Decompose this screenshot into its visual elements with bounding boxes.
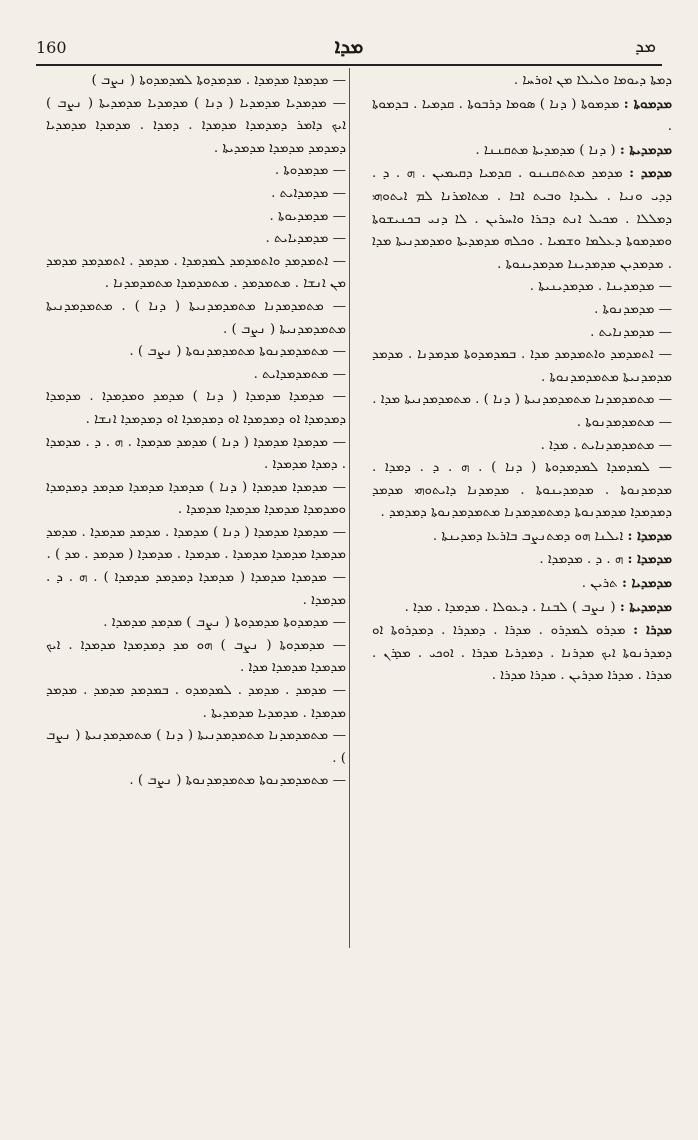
page-number: 160	[36, 38, 67, 57]
entry-text: — ܡܕܡܕܐ ܡܕܡܕܐ ( ܕܢܐ ) ܡܕܡܕ ܘܡܕܡܕܐ . ܡܕܡܕܐ ܕܡܕܡܕܐ ܐܘ ܕܡܕܡܕܐ ܐܘ ܕܡܕܡܕܐ ܐܘ ܕܡܕܡܕܐ ܐܢܫܐ .	[46, 389, 346, 427]
entry-text: ܗ . ܕ . ܡܕܡܕܐ .	[539, 552, 624, 568]
entry-text: — ܡܕܡܕܐ ܡܕܡܕܐ ( ܡܕܡܕܐ ܕܡܕܡܕ ܡܕܡܕܐ ) . ܗ . ܕ . ܡܕܡܕܐ .	[46, 570, 346, 608]
dictionary-entry	[372, 299, 672, 322]
entry-text: — ܡܕܡܕܐ ܡܕܡܕܐ . ܡܕܡܕܘܬܐ ܠܡܕܡܕܘܬܐ ( ܢܨܒ )	[91, 73, 346, 88]
entry-headword: ܡܕܡܕܐ :	[627, 527, 672, 544]
dictionary-entry	[46, 386, 346, 431]
entry-headword: ܡܕܡܕܐ :	[627, 551, 672, 568]
entry-text: — ܡܬܡܕܡܕܢܐ ܡܬܡܕܡܕܢܝܬܐ ( ܕܢܐ ) ܡܬܡܕܡܕܢܝܬܐ ( ܢܨܒ ) .	[46, 728, 346, 766]
entry-text: ( ܕܢܐ ) ܡܕܡܕܝܬܐ ܡܬܩܢܢܐ .	[475, 142, 616, 158]
dictionary-entry	[46, 228, 346, 251]
entry-text: — ܡܕܡܕܐ ܡܕܡܕܐ ( ܕܢܐ ) ܡܕܡܕܐ . ܡܕܡܕ ܡܕܡܕܐ . ܡܕܡܕ ܡܕܡܕܐ ܡܕܡܕܐ ܡܕܡܕܐ . ܡܕܡܕܐ . ܡܕܡܕܐ ( ܡܕܡܕ . ܡܕ ) .	[46, 524, 346, 563]
dictionary-entry	[372, 457, 672, 525]
entry-text: — ܡܕܡܕܢܘܬܐ .	[594, 301, 672, 317]
dictionary-entry	[372, 139, 672, 163]
header-rule	[36, 64, 662, 66]
right-column	[372, 70, 672, 688]
entry-text: — ܡܕܡܕܝܘܬܐ .	[269, 208, 346, 224]
dictionary-entry	[46, 522, 346, 567]
entry-headword: ܡܕܡܕܝܬܐ :	[619, 598, 672, 615]
dictionary-entry	[372, 619, 672, 688]
dictionary-entry	[372, 548, 672, 572]
entry-text: ܐܝܠܢܐ ܗܘ ܕܡܬܢܨܒ ܒܐܪܥܐ ܕܡܕܝܢܬܐ .	[432, 528, 624, 544]
entry-headword: ܡܕܡܘܬܐ :	[623, 95, 672, 112]
left-column	[46, 70, 346, 793]
dictionary-entry	[372, 389, 672, 412]
dictionary-entry	[46, 432, 346, 477]
entry-text: — ܡܕܡܕܐ ܡܕܡܕܐ ( ܕܢܐ ) ܡܕܡܕܐ ܡܕܡܕܐ ܡܕܡܕ ܕܡܕܡܕܐ ܘܡܕܡܕܐ ܡܕܡܕܐ ܡܕܡܕܐ ܡܕܡܕܐ .	[46, 479, 346, 518]
dictionary-entry	[372, 322, 672, 345]
entry-text: — ܡܬܡܕܡܕܢܘܬܐ ܡܬܡܕܡܕܢܘܬܐ ( ܢܨܒ ) .	[129, 344, 346, 360]
entry-text: ( ܢܨܒ ) ܠܒܢܐ . ܕܥܘܠܐ . ܡܕܡܕܐ . ܡܕܐ .	[404, 599, 616, 615]
dictionary-entry	[46, 206, 346, 229]
dictionary-entry	[46, 251, 346, 296]
dictionary-entry	[372, 572, 672, 596]
dictionary-entry	[46, 725, 346, 770]
entry-text: — ܡܬܡܕܡܕܢܘܬܐ .	[576, 414, 672, 430]
entry-text: — ܡܕܡܕܝܐܝܬ .	[265, 231, 346, 247]
entry-text: — ܡܕܡܕܘܬܐ .	[274, 163, 346, 179]
column-divider	[349, 68, 350, 948]
dictionary-entry	[46, 567, 346, 612]
entry-headword: ܡܕܡܕ :	[629, 165, 672, 182]
dictionary-entry	[372, 596, 672, 620]
entry-text: — ܡܕܡܕܝܐ ܡܕܡܕܝܐ ( ܕܢܐ ) ܡܕܡܕܝܐ ܡܕܡܕܝܬܐ ( ܢܨܒ ) ܐܝܟ ܕܐܡܪ ܕܡܕܡܕܐ ܡܕܡܕܐ . ܕܡܕܐ . ܡܕܡܕܐ ܡܕܡܕܝܐ ܕܡܕܡܕ ܡܕܡܕܐ ܡܕܡܕܝܬܐ .	[46, 95, 346, 156]
entry-text: — ܡܬܡܕܡܕܐܝܬ .	[253, 366, 346, 382]
entry-headword: ܡܕܡܕܝܐ :	[621, 575, 672, 592]
page-header	[28, 28, 670, 64]
entry-text: — ܡܕܡܕܘܬܐ ( ܢܨܒ ) ܗܘ ܡܕ ܕܡܕܡܕܐ ܡܕܡܕܐ . ܐܝܟ ܡܕܡܕܐ ܡܕܡܕܐ ܡܕܐ .	[46, 637, 346, 676]
running-head: ܡܕܐ	[334, 34, 364, 58]
entry-text: ܕܡܬܐ ܕܝܘܡܐ ܘܠܝܠܐ ܡܢ ܐܘܪܚܐ .	[513, 73, 672, 88]
entry-text: ܡܕܪܘ ܠܡܕܪܘ . ܡܕܪܐ . ܕܡܕܪܐ . ܕܡܕܪܘܬܐ ܐܘ ܕܡܕܪܢܘܬܐ ܐܝܟ ܡܕܪܢܐ . ܕܡܕܪܝܐ ܡܕܪܐ . ܐܘܟܝ . ܡܕܪܢ . ܡܕܪܐ . ܡܕܪܐ ܡܕܪܝܢ . ܡܕܪܐ ܡܕܪܐ .	[372, 623, 672, 684]
dictionary-entry	[46, 341, 346, 364]
entry-text: — ܐܬܡܕܡܕ ܘܐܬܡܕܡܕ ܡܕܐ . ܒܡܕܡܕܘܬܐ ܡܕܡܕܢܐ . ܡܕܡܕ ܡܕܡܕܢܝܬܐ ܡܬܡܕܡܕܢܘܬܐ .	[372, 347, 672, 385]
entry-text: ܬܪܝܢ .	[581, 576, 618, 592]
entry-text: — ܡܕܡܕܢܐܝܬ .	[590, 324, 672, 340]
dictionary-entry	[372, 525, 672, 549]
dictionary-entry	[46, 296, 346, 341]
dictionary-entry	[46, 93, 346, 161]
entry-text: — ܡܬܡܕܡܕܢܘܬܐ ܡܬܡܕܡܕܢܘܬܐ ( ܢܨܒ ) .	[129, 773, 346, 789]
dictionary-entry	[46, 160, 346, 183]
entry-text: — ܡܕܡܕܐ ܡܕܡܕܐ ( ܕܢܐ ) ܡܕܡܕ ܡܕܡܕܐ . ܗ . ܕ . ܡܕܡܕܐ . ܕܡܕܐ ܡܕܡܕܐ .	[46, 434, 346, 473]
entry-text: — ܡܕܡܕܝܢܐ . ܡܕܡܕܝܢܝܬܐ .	[529, 279, 672, 295]
entry-text: — ܡܬܡܕܡܕܢܐܝܬ . ܡܕܐ .	[540, 437, 672, 453]
dictionary-entry	[46, 183, 346, 206]
signature-mark: ܡܕ	[635, 36, 656, 57]
entry-text: — ܡܕܡܕܐܝܬ .	[271, 185, 346, 201]
dictionary-entry	[46, 635, 346, 680]
dictionary-entry	[372, 435, 672, 458]
dictionary-entry	[46, 70, 346, 93]
dictionary-entry	[372, 93, 672, 139]
dictionary-entry	[46, 477, 346, 522]
entry-text: — ܠܡܕܡܕܐ ܠܡܕܡܕܘܬܐ ( ܕܢܐ ) . ܗ . ܕ . ܕܡܕܐ . ܡܕܡܕܢܘܬܐ . ܡܕܡܕܝܢܘܬܐ . ܡܕܡܕܢܐ ܕܐܝܬܘܗܝ ܡܕܡܕ ܕܡܕܡܕܐ ܡܕܡܕܢܘܬܐ ܕܡܬܡܕܡܕܢܐ ܡܬܡܕܡܕܢܘܬܐ ܕܡܕܡܕ .	[372, 460, 672, 521]
entry-headword: ܡܕܡܕܝܬܐ :	[619, 141, 672, 158]
entry-text: ܡܕܡܕ ܡܬܬܩܢܢܘ . ܩܕܡܝܐ ܕܩܝܡܝܢ . ܗ . ܕ . ܕܕܝ ܘܢܝܐ . ܝܠܝܕܐ ܘܒܝܬ ܐܒܐ . ܡܬܐܡܪܢܐ ܠܡ ܐܝܬܘܗܝ ܕܡܠܠܐ . ܡܟܝܠ ܐܢܬ ܕܒܪܐ ܘܐܚܪܝܢ . ܠܐ ܕܢܝ ܒܟܢܝܫܘܬܐ ܘܡܕܡܘܬܐ ܕܥܠܡܐ ܘܫܡܝܐ . ܘܟܠܗ ܡܕܡܕܝܬܐ ܘܡܕܡܕܢܝܬܐ ܡܕܐ . ܡܕܡܕܝܢ ܡܕܡܕܝܢܐ ܡܕܡܕܝܢܘܬܐ .	[372, 166, 672, 272]
entry-text: — ܐܬܡܕܡܕ ܘܐܬܡܕܡܕ ܠܡܕܡܕܐ . ܡܕܡܕ . ܐܬܡܕܡܕ ܡܕܡܕ ܡܢ ܐܢܫܐ . ܡܬܡܕܡܕ . ܡܬܡܕܡܕܐ ܡܬܡܕܡܕܢܐ .	[46, 253, 346, 292]
dictionary-entry	[372, 70, 672, 93]
dictionary-entry	[372, 276, 672, 299]
entry-text: — ܡܬܡܕܡܕܢܐ ܡܬܡܕܡܕܢܝܬܐ ( ܕܢܐ ) . ܡܬܡܕܡܕܢܝܬܐ ܡܕܐ .	[372, 392, 672, 408]
dictionary-entry	[372, 162, 672, 276]
dictionary-entry	[46, 612, 346, 635]
dictionary-entry	[46, 770, 346, 793]
entry-headword: ܡܕܪܐ :	[633, 622, 672, 639]
entry-text: — ܡܕܡܕܘܬܐ ܡܕܡܕܘܬܐ ( ܢܨܒ ) ܡܕܡܕ ܡܕܡܕܐ .	[103, 615, 346, 631]
entry-text: — ܡܕܡܕ . ܡܕܡܕ . ܠܡܕܡܕܘ . ܒܡܕܡܕ ܡܕܡܕ . ܡܕܡܕ ܡܕܡܕܐ . ܡܕܡܕܝܐ ܡܕܡܕܝܬܐ .	[46, 683, 346, 721]
entry-text: — ܡܬܡܕܡܕܢܐ ܡܬܡܕܡܕܢܝܬܐ ( ܕܢܐ ) . ܡܬܡܕܡܕܢܝܬܐ ܡܬܡܕܡܕܢܝܬܐ ( ܢܨܒ ) .	[46, 298, 346, 337]
dictionary-entry	[372, 344, 672, 389]
dictionary-entry	[372, 412, 672, 435]
entry-text: ܡܕܡܘܬܐ ( ܕܢܐ ) ܣܘܡܐ ܕܪܒܘܬܐ . ܩܕܡܝܐ . ܒܕܡܘܬܐ .	[372, 96, 672, 135]
dictionary-entry	[46, 680, 346, 725]
dictionary-entry	[46, 364, 346, 387]
